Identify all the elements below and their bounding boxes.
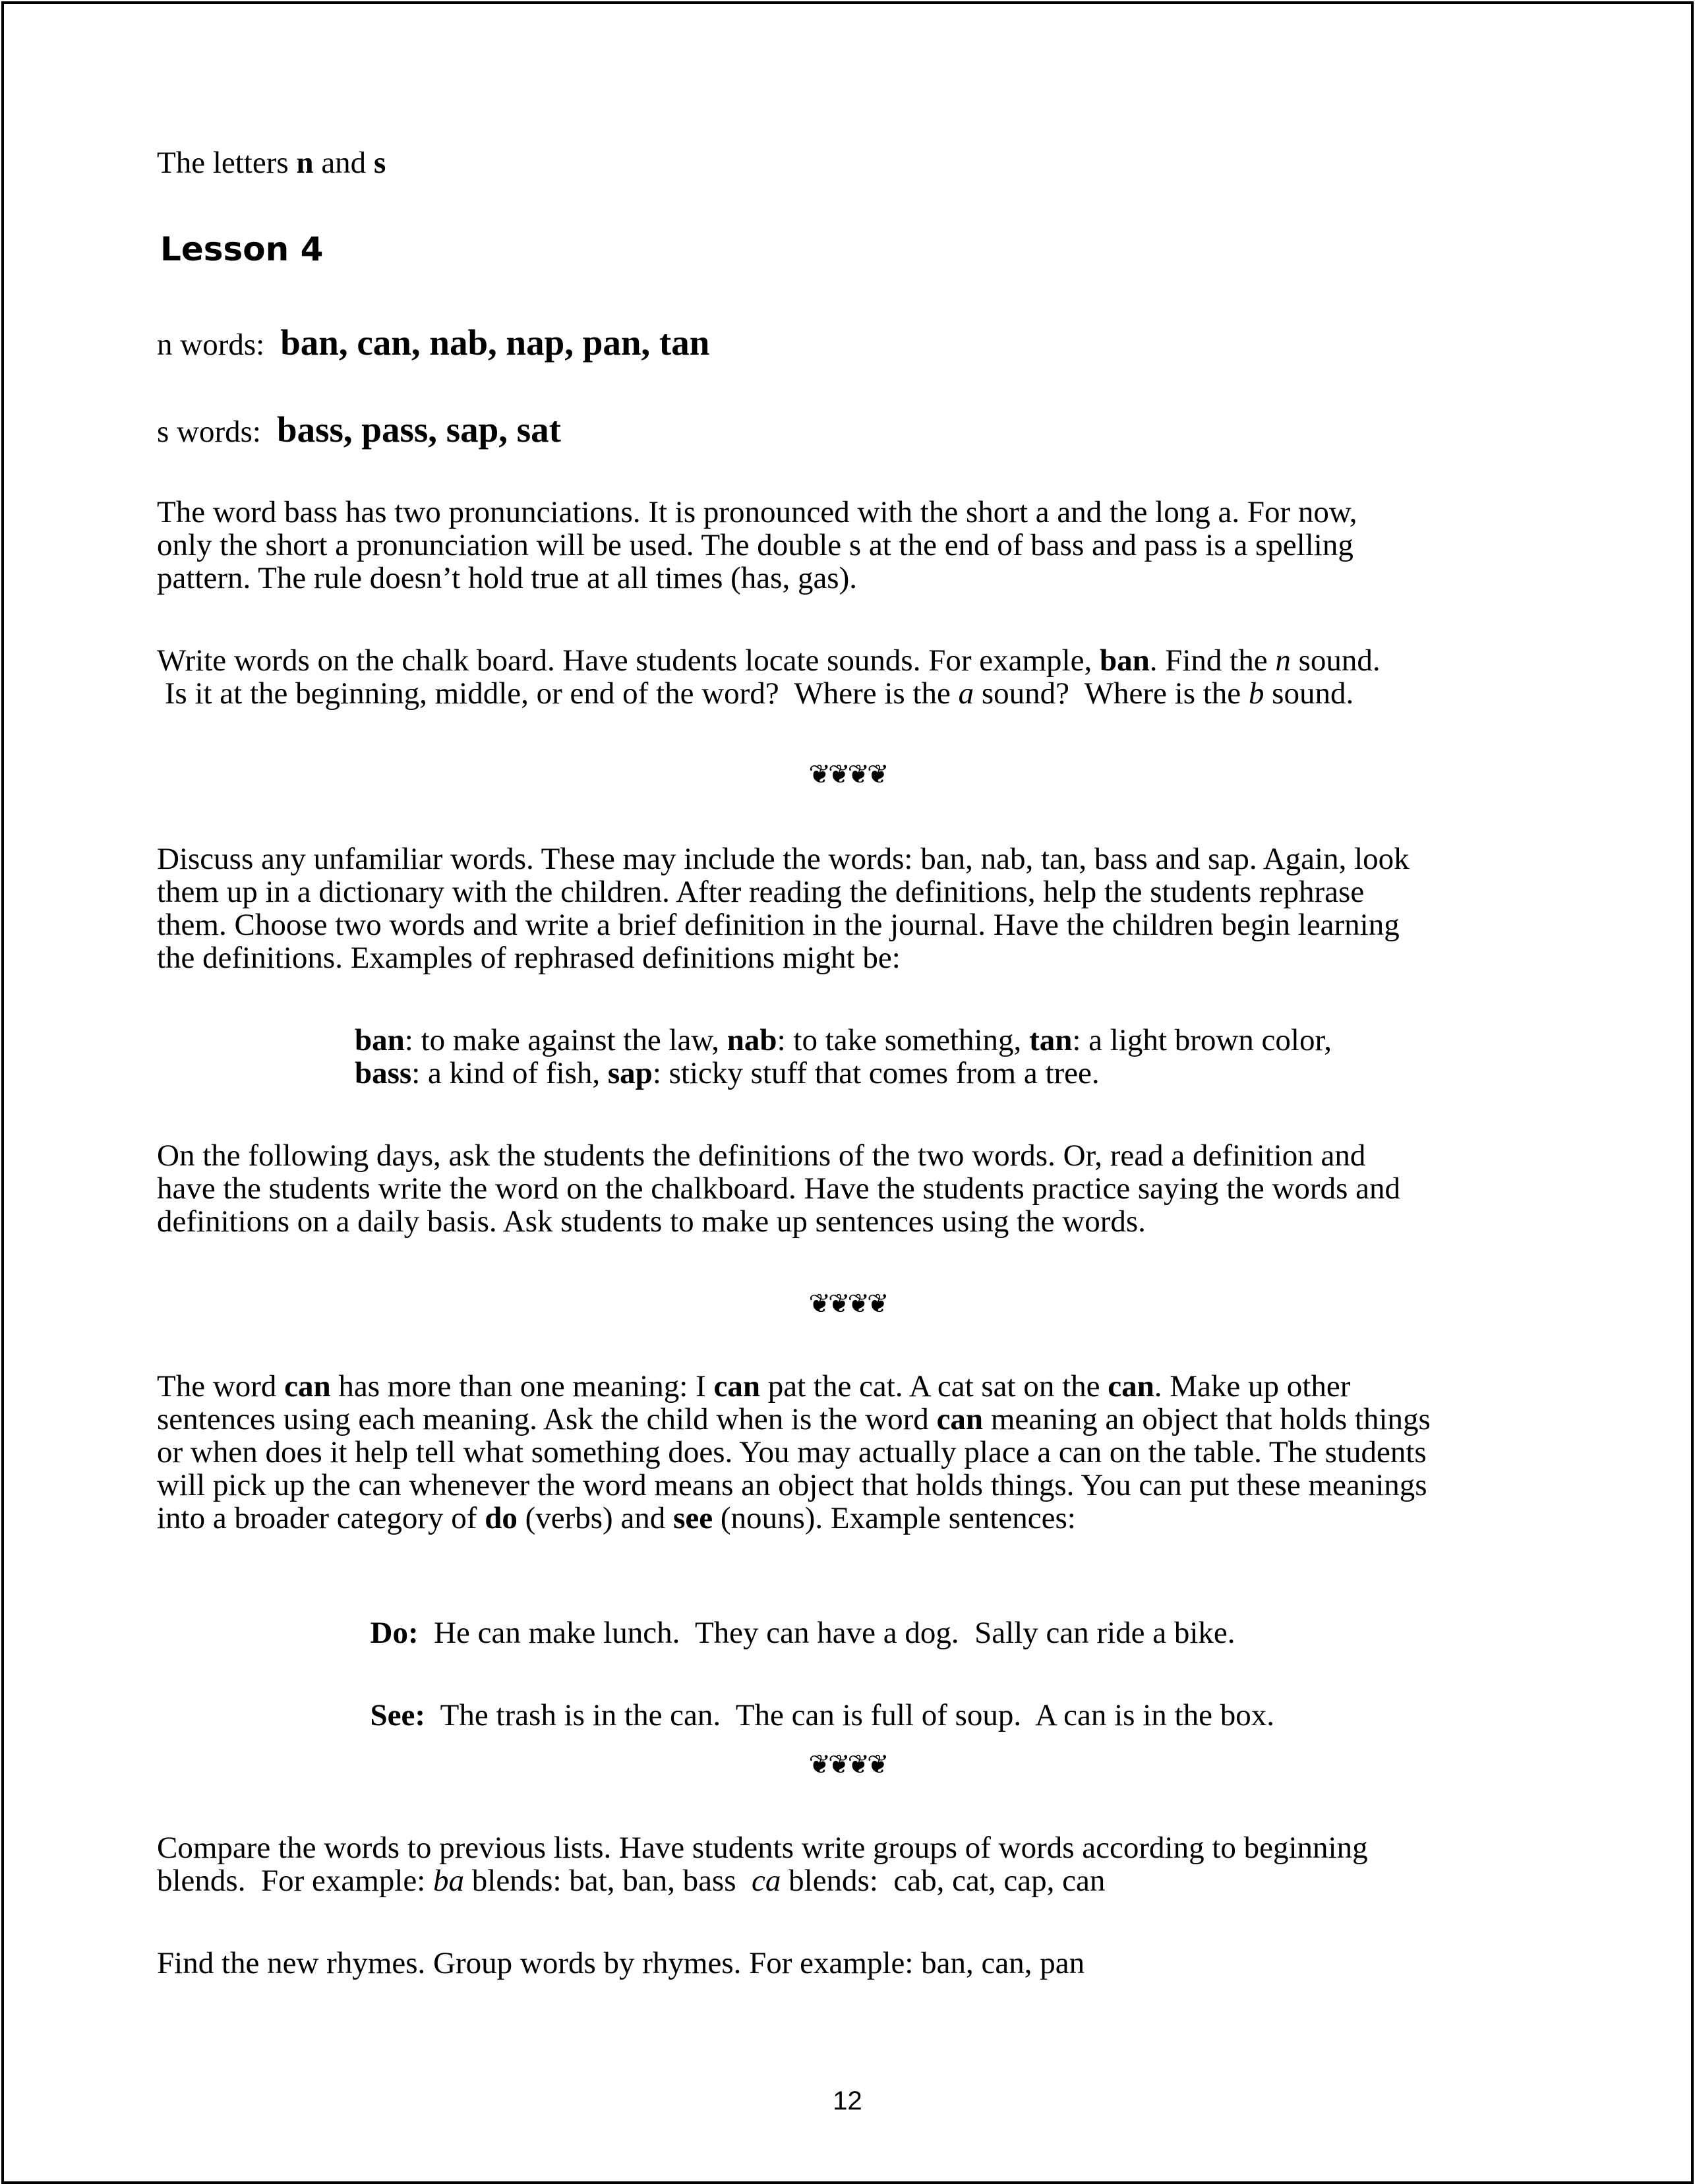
text-run: sound? Where is the [974, 676, 1249, 711]
bold-word: can [1108, 1369, 1154, 1403]
definition-term: nab [727, 1023, 777, 1057]
header-joiner: and [313, 146, 374, 180]
definition-text: : to make against the law, [404, 1023, 727, 1057]
text-run: blends: bat, ban, bass [464, 1864, 752, 1898]
text-run: Write words on the chalk board. Have students locate sounds. For example, [157, 643, 1100, 678]
text-run: blends: cab, cat, cap, can [781, 1864, 1106, 1898]
lesson-title: Lesson 4 [160, 230, 324, 268]
paragraph-bass [157, 496, 1508, 595]
paragraph-line: them up in a dictionary with the children. After reading the definitions, help the students rephrase [157, 875, 1365, 909]
bold-word: see [673, 1501, 713, 1535]
header-line [157, 146, 1508, 179]
paragraph-line: pattern. The rule doesn’t hold true at all times (has, gas). [157, 561, 857, 595]
paragraph-line [157, 1502, 1508, 1535]
example-see [355, 1666, 1508, 1732]
italic-letter: b [1248, 676, 1264, 711]
definition-term: tan [1029, 1023, 1073, 1057]
definition-text: : sticky stuff that comes from a tree. [652, 1056, 1100, 1090]
definitions-line [355, 1024, 1508, 1057]
paragraph-line: Discuss any unfamiliar words. These may include the words: ban, nab, tan, bass and sap. Again, look [157, 842, 1410, 876]
ornament-divider: ❦❦❦❦ [808, 1750, 887, 1780]
example-text: He can make lunch. They can have a dog. Sally can ride a bike. [418, 1616, 1235, 1650]
example-text: The trash is in the can. The can is full of soup. A can is in the box. [425, 1698, 1274, 1732]
text-run: The word [157, 1369, 285, 1403]
paragraph-discuss [157, 842, 1508, 974]
italic-letter: n [1275, 643, 1291, 678]
s-word-list [157, 410, 1508, 452]
n-words-label: n words: [157, 328, 265, 362]
s-words-label: s words: [157, 415, 261, 449]
text-run: sound. [1290, 643, 1381, 678]
definition-term: bass [355, 1056, 412, 1090]
example-label: See: [370, 1698, 426, 1732]
text-run: (verbs) and [517, 1501, 674, 1535]
header-letter-n: n [296, 146, 314, 180]
paragraph-line [157, 1864, 1508, 1897]
paragraph-line [157, 1370, 1508, 1403]
italic-blend: ca [752, 1864, 781, 1898]
text-run: Is it at the beginning, middle, or end of the word? Where is the [157, 676, 959, 711]
paragraph-line: them. Choose two words and write a brief definition in the journal. Have the children begin learning [157, 908, 1400, 942]
text-run: . Find the [1149, 643, 1276, 678]
example-do [355, 1583, 1508, 1649]
definition-text: : to take something, [777, 1023, 1030, 1057]
paragraph-line: the definitions. Examples of rephrased definitions might be: [157, 941, 901, 975]
bold-word: do [485, 1501, 518, 1535]
paragraph-line: definitions on a daily basis. Ask students to make up sentences using the words. [157, 1204, 1146, 1239]
bold-word: can [936, 1402, 984, 1436]
text-run: meaning an object that holds things [983, 1402, 1431, 1436]
ornament-divider: ❦❦❦❦ [808, 1289, 887, 1319]
definition-text: : a light brown color, [1072, 1023, 1332, 1057]
paragraph-line: will pick up the can whenever the word means an object that holds things. You can put these meanings [157, 1468, 1427, 1502]
paragraph-rhymes: Find the new rhymes. Group words by rhymes. For example: ban, can, pan [157, 1946, 1085, 1980]
definition-term: sap [607, 1056, 653, 1090]
text-run: pat the cat. A cat sat on the [759, 1369, 1108, 1403]
header-letter-s: s [373, 146, 386, 180]
s-words: bass, pass, sap, sat [276, 409, 561, 450]
paragraph-line: only the short a pronunciation will be used. The double s at the end of bass and pass is a spelling [157, 528, 1353, 562]
text-run: (nouns). Example sentences: [713, 1501, 1076, 1535]
ornament-divider: ❦❦❦❦ [808, 759, 887, 790]
bold-word: can [284, 1369, 331, 1403]
paragraph-line [157, 644, 1508, 677]
italic-blend: ba [433, 1864, 465, 1898]
text-run: blends. For example: [157, 1864, 434, 1898]
definition-term: ban [355, 1023, 405, 1057]
header-prefix: The letters [157, 146, 297, 180]
n-word-list [157, 323, 1508, 365]
text-run: into a broader category of [157, 1501, 485, 1535]
paragraph-can-meanings [157, 1370, 1508, 1535]
definition-text: : a kind of fish, [411, 1056, 608, 1090]
paragraph-chalkboard [157, 644, 1508, 710]
text-run: . Make up other [1154, 1369, 1351, 1403]
text-run: sound. [1264, 676, 1354, 711]
page-number: 12 [833, 2086, 862, 2115]
example-label: Do: [370, 1616, 419, 1650]
paragraph-line [157, 677, 1508, 710]
bold-word: ban [1099, 643, 1150, 678]
italic-letter: a [958, 676, 974, 711]
text-run: has more than one meaning: I [330, 1369, 714, 1403]
text-run: sentences using each meaning. Ask the child when is the word [157, 1402, 937, 1436]
paragraph-compare [157, 1831, 1508, 1897]
paragraph-line: have the students write the word on the chalkboard. Have the students practice saying the words and [157, 1171, 1400, 1206]
paragraph-line: or when does it help tell what something does. You may actually place a can on the table. The students [157, 1435, 1427, 1469]
paragraph-following-days [157, 1139, 1508, 1238]
paragraph-line: On the following days, ask the students the definitions of the two words. Or, read a definition and [157, 1138, 1366, 1173]
definitions-block [355, 1024, 1508, 1090]
paragraph-line [157, 1403, 1508, 1436]
bold-word: can [713, 1369, 760, 1403]
definitions-line [355, 1057, 1508, 1090]
paragraph-line: Compare the words to previous lists. Have students write groups of words according to beginning [157, 1831, 1368, 1865]
paragraph-line: The word bass has two pronunciations. It is pronounced with the short a and the long a. For now, [157, 495, 1357, 529]
n-words: ban, can, nab, nap, pan, tan [280, 322, 710, 363]
